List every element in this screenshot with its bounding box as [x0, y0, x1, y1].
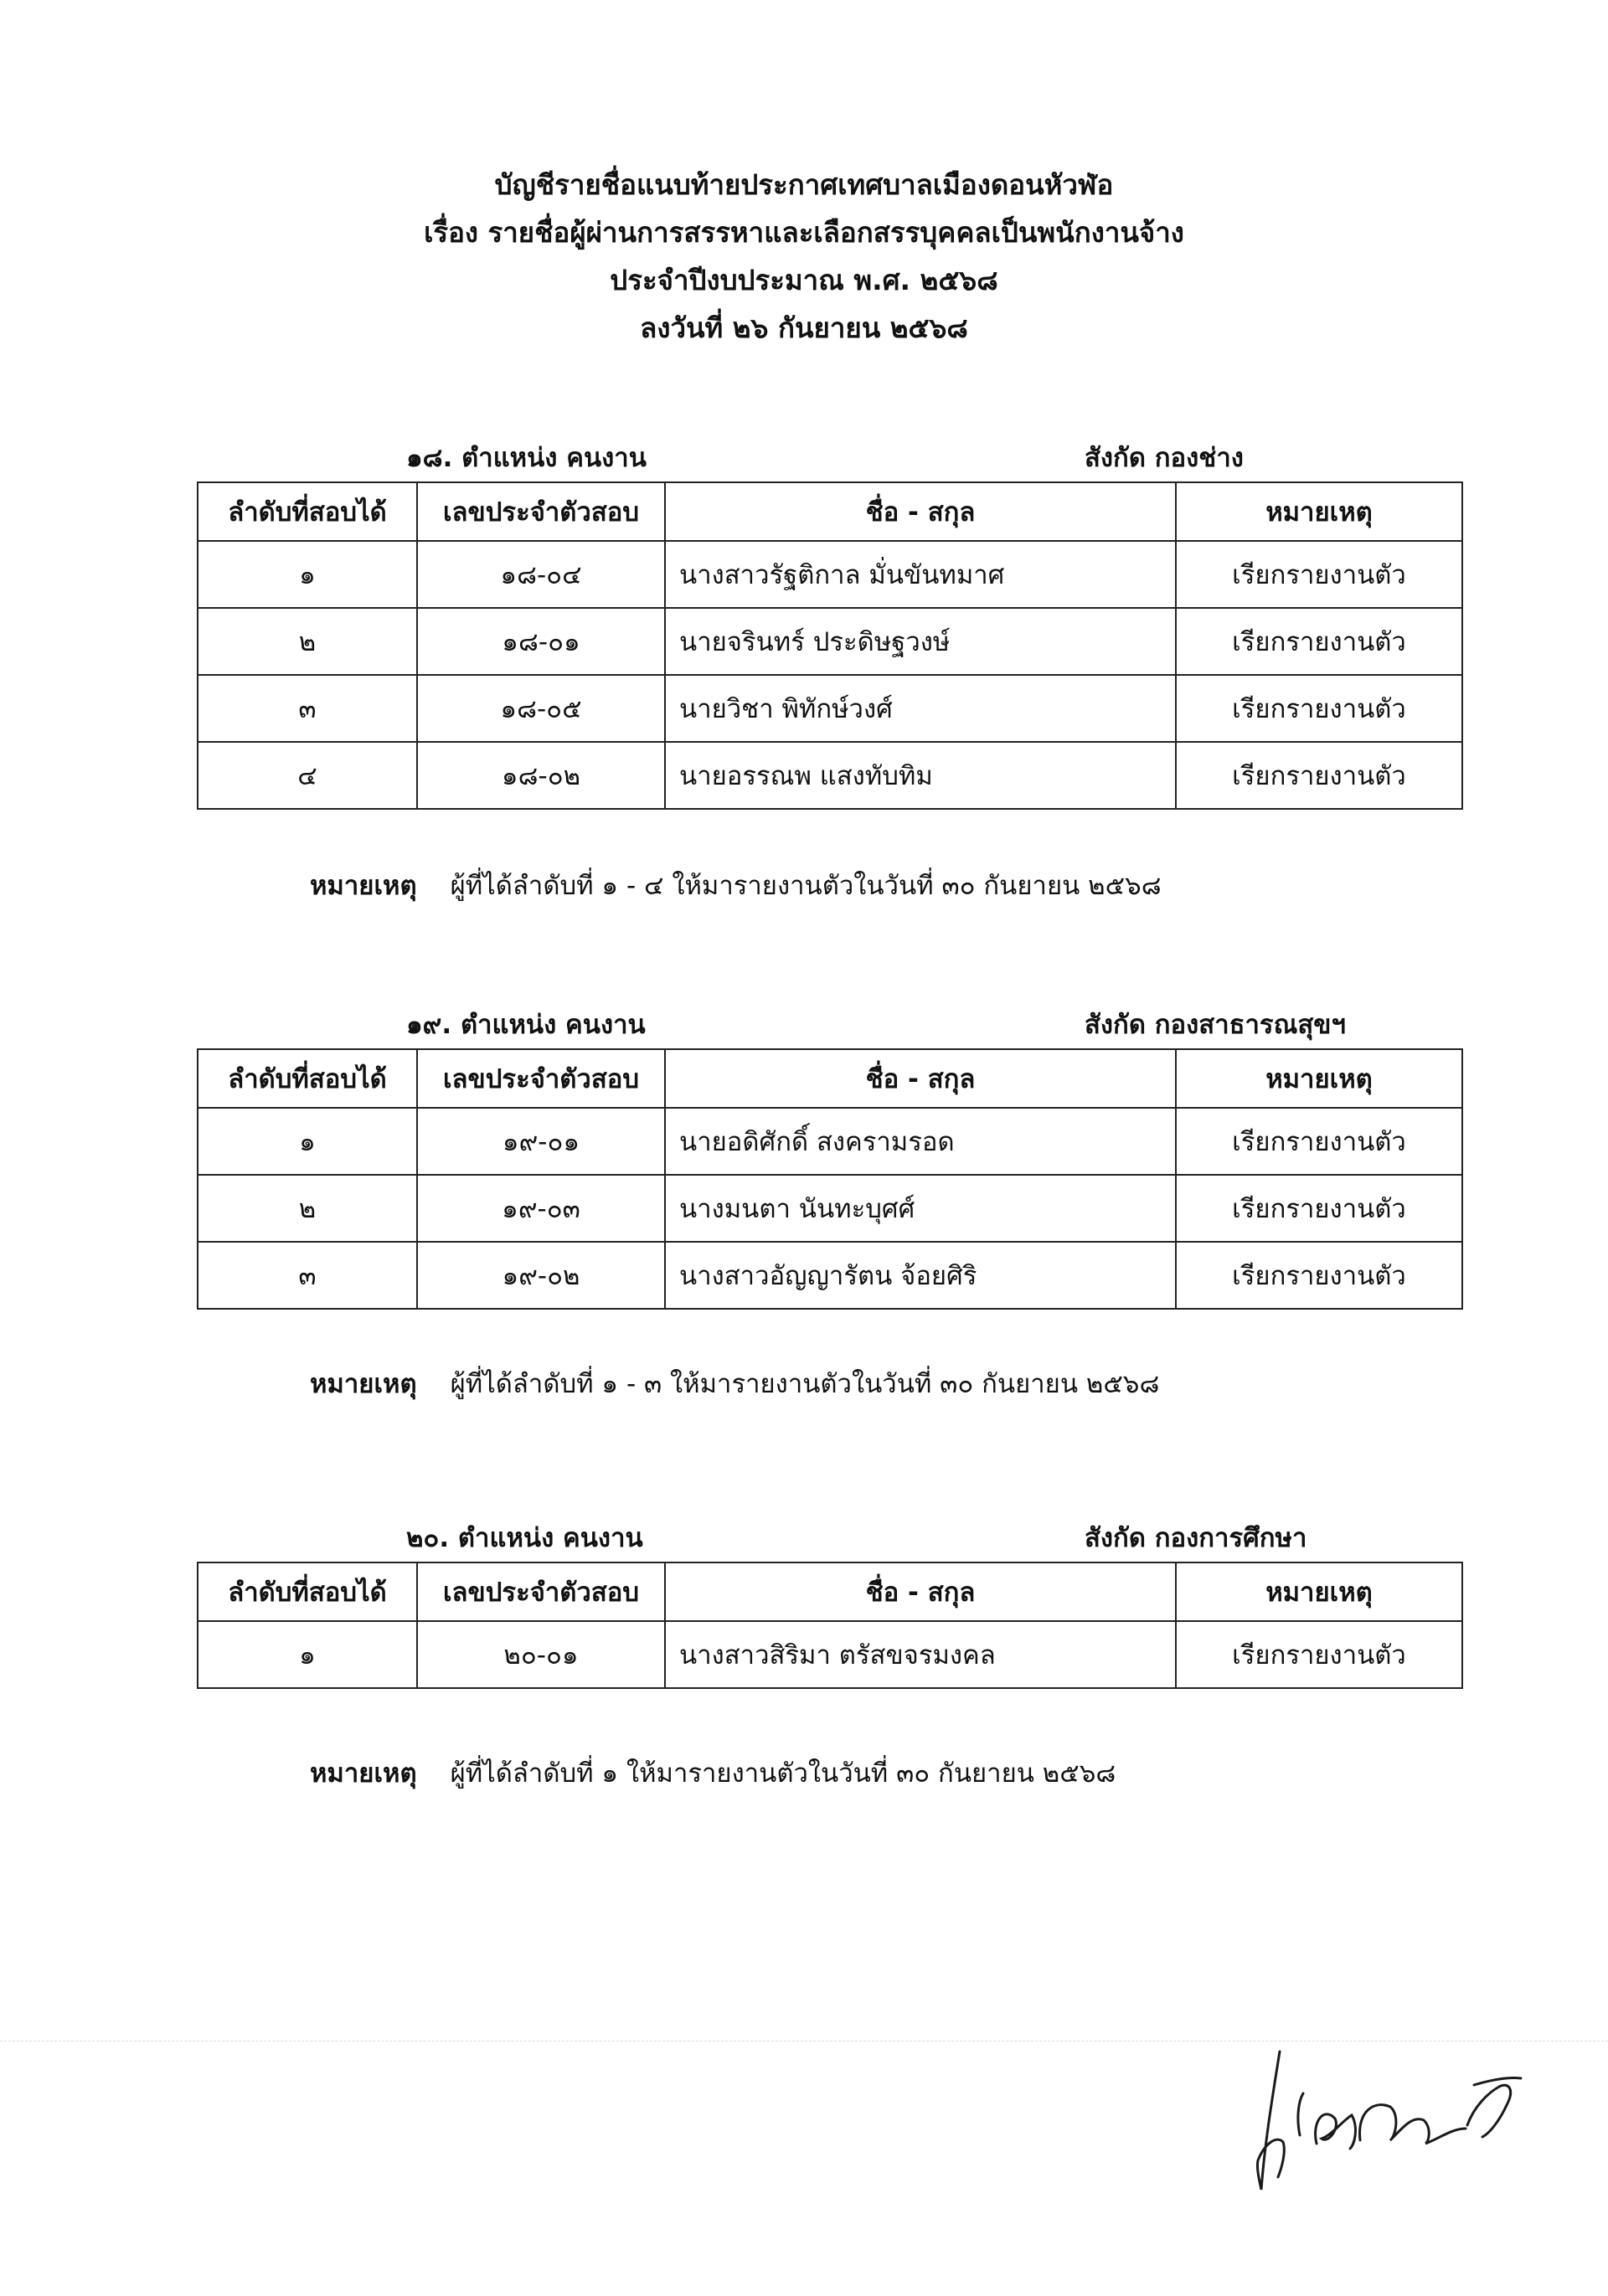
col-name-header: ชื่อ - สกุล [665, 482, 1176, 541]
section-18-note [310, 864, 1162, 906]
rank-cell: ๒ [198, 1175, 417, 1242]
header-date: ลงวันที่ ๒๖ กันยายน ๒๕๖๘ [640, 311, 968, 344]
rank-cell: ๓ [198, 1242, 417, 1309]
table-header-row [198, 1049, 1462, 1108]
name-cell: นางสาวรัฐติกาล มั่นขันทมาศ [665, 541, 1176, 608]
col-exam-id-header: เลขประจำตัวสอบ [417, 482, 665, 541]
exam-id-cell: ๑๘-๐๒ [417, 742, 665, 809]
table-header-row [198, 1562, 1462, 1621]
note-label: หมายเหตุ [310, 871, 417, 901]
department-label: สังกัด กองสาธารณสุขฯ [1085, 1010, 1346, 1040]
note-label: หมายเหตุ [310, 1369, 417, 1399]
col-exam-id-header: เลขประจำตัวสอบ [417, 1562, 665, 1621]
table-row [198, 1621, 1462, 1688]
candidates-table [197, 1048, 1463, 1310]
table-row [198, 1175, 1462, 1242]
section-heading [197, 1006, 1461, 1048]
exam-id-cell: ๑๘-๐๔ [417, 541, 665, 608]
exam-id-cell: ๒๐-๐๑ [417, 1621, 665, 1688]
name-cell: นายอรรณพ แสงทับทิม [665, 742, 1176, 809]
col-name-header: ชื่อ - สกุล [665, 1049, 1176, 1108]
remark-cell: เรียกรายงานตัว [1176, 1108, 1462, 1175]
remark-cell: เรียกรายงานตัว [1176, 1242, 1462, 1309]
exam-id-cell: ๑๘-๐๑ [417, 608, 665, 675]
name-cell: นายจรินทร์ ประดิษฐวงษ์ [665, 608, 1176, 675]
name-cell: นางมนตา นันทะบุศศ์ [665, 1175, 1176, 1242]
remark-cell: เรียกรายงานตัว [1176, 675, 1462, 742]
name-cell: นายอดิศักดิ์ สงครามรอด [665, 1108, 1176, 1175]
remark-cell: เรียกรายงานตัว [1176, 1175, 1462, 1242]
table-row [198, 742, 1462, 809]
col-rank-header: ลำดับที่สอบได้ [198, 482, 417, 541]
col-remark-header: หมายเหตุ [1176, 482, 1462, 541]
header-fiscal-year: ประจำปีงบประมาณ พ.ศ. ๒๕๖๘ [610, 264, 998, 296]
position-title: ๑๘. ตำแหน่ง คนงาน [406, 443, 647, 473]
remark-cell: เรียกรายงานตัว [1176, 742, 1462, 809]
rank-cell: ๑ [198, 1108, 417, 1175]
exam-id-cell: ๑๙-๐๓ [417, 1175, 665, 1242]
col-remark-header: หมายเหตุ [1176, 1049, 1462, 1108]
remark-cell: เรียกรายงานตัว [1176, 541, 1462, 608]
note-text: ผู้ที่ได้ลำดับที่ ๑ ให้มารายงานตัวในวันที่ ๓๐ กันยายน ๒๕๖๘ [450, 1758, 1116, 1789]
rank-cell: ๔ [198, 742, 417, 809]
exam-id-cell: ๑๙-๐๑ [417, 1108, 665, 1175]
col-name-header: ชื่อ - สกุล [665, 1562, 1176, 1621]
rank-cell: ๑ [198, 541, 417, 608]
rank-cell: ๓ [198, 675, 417, 742]
col-rank-header: ลำดับที่สอบได้ [198, 1562, 417, 1621]
table-row [198, 675, 1462, 742]
section-20-note [310, 1752, 1116, 1794]
section-20 [197, 1520, 1461, 1689]
name-cell: นายวิชา พิทักษ์วงศ์ [665, 675, 1176, 742]
table-row [198, 1242, 1462, 1309]
exam-id-cell: ๑๘-๐๕ [417, 675, 665, 742]
position-title: ๑๙. ตำแหน่ง คนงาน [406, 1010, 646, 1040]
table-row [198, 608, 1462, 675]
note-text: ผู้ที่ได้ลำดับที่ ๑ - ๔ ให้มารายงานตัวในวันที่ ๓๐ กันยายน ๒๕๖๘ [450, 871, 1162, 901]
department-label: สังกัด กองการศึกษา [1085, 1523, 1307, 1553]
section-19 [197, 1006, 1461, 1310]
table-row [198, 1108, 1462, 1175]
section-18 [197, 440, 1461, 810]
col-rank-header: ลำดับที่สอบได้ [198, 1049, 417, 1108]
table-header-row [198, 482, 1462, 541]
header-subject: เรื่อง รายชื่อผู้ผ่านการสรรหาและเลือกสรรบุคคลเป็นพนักงานจ้าง [424, 216, 1184, 249]
exam-id-cell: ๑๙-๐๒ [417, 1242, 665, 1309]
rank-cell: ๒ [198, 608, 417, 675]
section-heading [197, 440, 1461, 481]
name-cell: นางสาวสิริมา ตรัสขจรมงคล [665, 1621, 1176, 1688]
rank-cell: ๑ [198, 1621, 417, 1688]
col-exam-id-header: เลขประจำตัวสอบ [417, 1049, 665, 1108]
note-label: หมายเหตุ [310, 1758, 417, 1789]
candidates-table [197, 1562, 1463, 1689]
header-title: บัญชีรายชื่อแนบท้ายประกาศเทศบาลเมืองดอนหัวฬ่อ [494, 168, 1114, 201]
handwritten-signature [1248, 2035, 1533, 2202]
note-text: ผู้ที่ได้ลำดับที่ ๑ - ๓ ให้มารายงานตัวในวันที่ ๓๐ กันยายน ๒๕๖๘ [450, 1369, 1160, 1399]
candidates-table [197, 481, 1463, 810]
table-row [198, 541, 1462, 608]
col-remark-header: หมายเหตุ [1176, 1562, 1462, 1621]
remark-cell: เรียกรายงานตัว [1176, 608, 1462, 675]
section-heading [197, 1520, 1461, 1562]
section-19-note [310, 1362, 1159, 1404]
name-cell: นางสาวอัญญารัตน จ้อยศิริ [665, 1242, 1176, 1309]
remark-cell: เรียกรายงานตัว [1176, 1621, 1462, 1688]
document-header [0, 161, 1608, 352]
department-label: สังกัด กองช่าง [1085, 443, 1244, 473]
position-title: ๒๐. ตำแหน่ง คนงาน [406, 1523, 643, 1553]
